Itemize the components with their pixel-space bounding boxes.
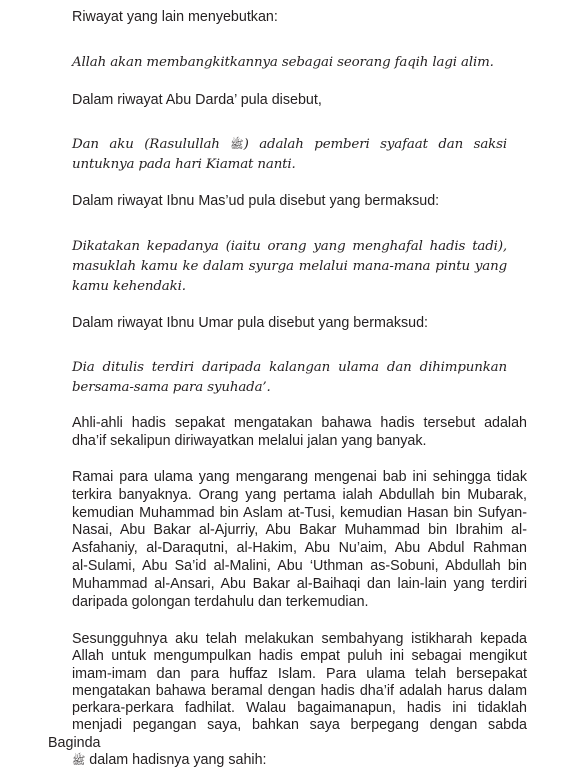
paragraph-line: perkara-perkara fadhilat. Walau bagaimanapun, hadis ini tidaklah <box>72 700 527 717</box>
paragraph-line: Sesungguhnya aku telah melakukan sembahyang istikharah kepada <box>72 631 527 647</box>
paragraph-line: Muhammad al-Ansari, Abu Bakar al-Baihaqi dan lain-lain yang terdiri <box>72 575 527 592</box>
quote-line: Dia ditulis terdiri daripada kalangan ulama dan dihimpunkan <box>72 360 507 375</box>
paragraph-line: Allah untuk mengumpulkan hadis empat puluh ini sebagai mengikut <box>72 648 527 665</box>
quote-block-3 <box>72 237 507 297</box>
paragraph-line: Nasai, Abu Bakar al-Ajurriy, Abu Bakar Muhammad bin Ibrahim al- <box>72 522 527 539</box>
quote-block-1 <box>72 53 507 73</box>
paragraph-line: dha’if sekalipun diriwayatkan melalui jalan yang banyak. <box>72 432 427 449</box>
quote-block-4 <box>72 358 507 398</box>
quote-block-2 <box>72 135 507 175</box>
quote-line: Allah akan membangkitkannya sebagai seorang faqih lagi alim. <box>72 55 494 70</box>
paragraph-line: terkira banyaknya. Orang yang pertama ialah Abdullah bin Mubarak, <box>72 486 527 503</box>
paragraph-line: kemudian Muhammad bin Aslam at-Tusi, kemudian Hasan bin Sufyan- <box>72 504 527 521</box>
paragraph-line: Ahli-ahli hadis sepakat mengatakan bahawa hadis tersebut adalah <box>72 415 527 431</box>
quote-line: kamu kehendaki. <box>72 279 186 294</box>
quote-line: bersama-sama para syuhada’. <box>72 380 271 395</box>
intro-text-1: Riwayat yang lain menyebutkan: <box>72 9 278 25</box>
intro-text-4: Dalam riwayat Ibnu Umar pula disebut yang bermaksud: <box>72 315 429 331</box>
paragraph-line: al-Sulami, Abu Sa’id al-Malini, Abu ‘Uthman as-Sobuni, Abdullah bin <box>72 557 527 574</box>
paragraph-line: daripada golongan terdahulu dan terkemudian. <box>72 593 369 610</box>
paragraph-1 <box>48 415 527 451</box>
paragraph-line: menjadi pegangan saya, bahkan saya berpegang dengan sabda Baginda <box>48 717 527 751</box>
paragraph-2 <box>48 469 527 611</box>
quote-line: untuknya pada hari Kiamat nanti. <box>72 157 296 172</box>
paragraph-line: Asfahaniy, al-Daraqutni, al-Hakim, Abu Nu’aim, Abu Abdul Rahman <box>72 540 527 557</box>
salawat-glyph: ﷺ <box>230 138 244 151</box>
intro-text-3: Dalam riwayat Ibnu Mas’ud pula disebut yang bermaksud: <box>72 193 440 209</box>
paragraph-line: ﷺ dalam hadisnya yang sahih: <box>72 752 267 769</box>
paragraph-line: Ramai para ulama yang mengarang mengenai bab ini sehingga tidak <box>72 469 527 485</box>
paragraph-line: mengatakan bahawa beramal dengan hadis dha’if adalah harus dalam <box>72 682 527 699</box>
quote-line: masuklah kamu ke dalam syurga melalui mana-mana pintu yang <box>72 259 507 274</box>
paragraph-3 <box>48 631 527 769</box>
paragraph-line: imam-imam dan para huffaz Islam. Para ulama telah bersepakat <box>72 665 527 682</box>
intro-text-2: Dalam riwayat Abu Darda’ pula disebut, <box>72 92 322 108</box>
quote-line: Dan aku (Rasulullah ﷺ) adalah pemberi syafaat dan saksi <box>72 137 507 152</box>
salawat-glyph: ﷺ <box>72 754 86 768</box>
quote-line: Dikatakan kepadanya (iaitu orang yang menghafal hadis tadi), <box>72 239 507 254</box>
